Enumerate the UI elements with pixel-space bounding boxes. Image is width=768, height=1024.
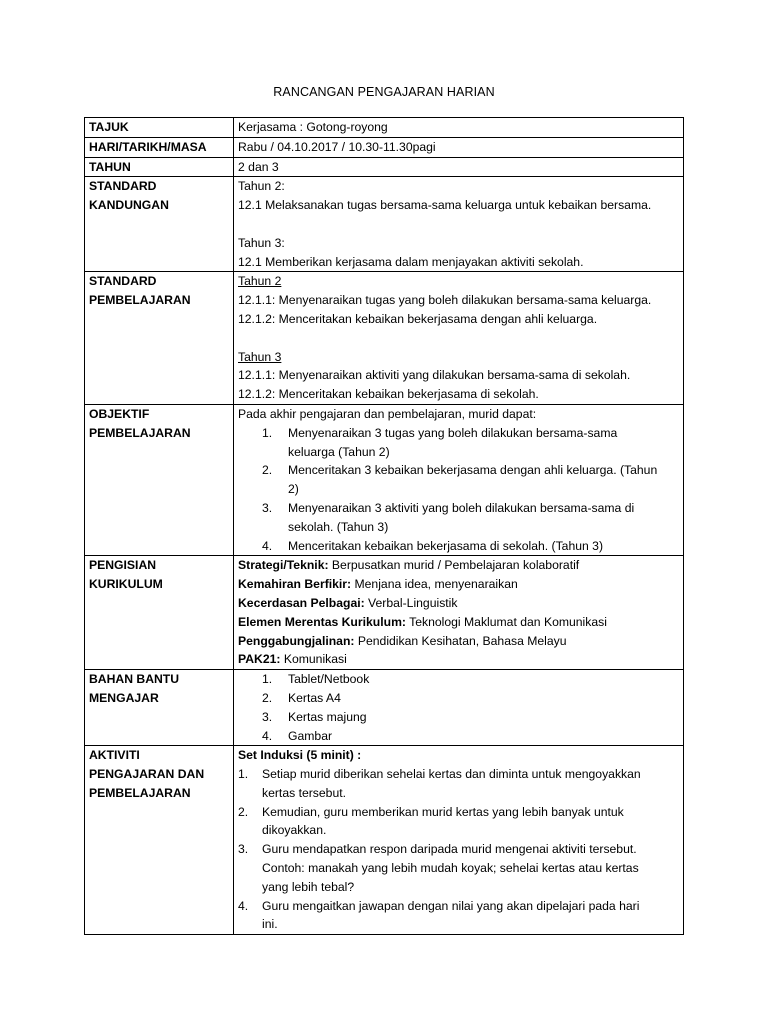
item-text: Menceritakan kebaikan bekerjasama di sekolah. (Tahun 3) xyxy=(288,538,604,553)
list-item xyxy=(238,727,679,746)
list-item xyxy=(238,803,679,841)
label-objektif-pembelajaran xyxy=(85,404,234,555)
label-bahan-bantu-mengajar xyxy=(85,670,234,746)
value-standard-pembelajaran xyxy=(234,272,684,405)
label-line: OBJEKTIF xyxy=(89,406,150,421)
item-key: Strategi/Teknik: xyxy=(238,558,329,573)
label-line: PENGAJARAN DAN xyxy=(89,767,205,782)
item-text: Contoh: manakah yang lebih mudah koyak; sehelai kertas atau kertas xyxy=(262,861,639,876)
item-text: Setiap murid diberikan sehelai kertas dan diminta untuk mengoyakkan xyxy=(262,767,641,782)
label-line: PEMBELAJARAN xyxy=(89,785,191,800)
item-text: Guru mengaitkan jawapan dengan nilai yang akan dipelajari pada hari xyxy=(262,898,640,913)
value-pengisian-kurikulum xyxy=(234,556,684,670)
pengisian-item xyxy=(238,594,679,613)
item-number: 2. xyxy=(262,690,273,705)
tahun-2-standard: 12.1 Melaksanakan tugas bersama-sama keluarga untuk kebaikan bersama. xyxy=(238,198,652,213)
label-hari-tarikh-masa: HARI/TARIKH/MASA xyxy=(85,137,234,157)
pengisian-item xyxy=(238,632,679,651)
item-number: 3. xyxy=(262,709,273,724)
item-number: 2. xyxy=(262,463,273,478)
value-tahun: 2 dan 3 xyxy=(234,157,684,177)
bahan-list xyxy=(238,670,679,745)
item-value: Verbal-Linguistik xyxy=(364,595,458,610)
pengisian-item xyxy=(238,556,679,575)
set-induksi-heading: Set Induksi (5 minit) : xyxy=(238,748,362,763)
label-standard-pembelajaran xyxy=(85,272,234,405)
value-objektif-pembelajaran xyxy=(234,404,684,555)
list-item xyxy=(238,840,679,896)
item-value: Pendidikan Kesihatan, Bahasa Melayu xyxy=(354,633,567,648)
list-item xyxy=(238,424,679,462)
item-text: Menyenaraikan 3 tugas yang boleh dilakukan bersama-sama xyxy=(288,425,618,440)
item-text: Menceritakan 3 kebaikan bekerjasama dengan ahli keluarga. (Tahun xyxy=(288,463,658,478)
tahun-2-heading: Tahun 2 xyxy=(238,274,282,289)
tahun-3-standard: 12.1 Memberikan kerjasama dalam menjayakan aktiviti sekolah. xyxy=(238,254,584,269)
label-line: AKTIVITI xyxy=(89,748,140,763)
list-item xyxy=(238,499,679,537)
label-tahun: TAHUN xyxy=(85,157,234,177)
item-text: keluarga (Tahun 2) xyxy=(288,444,390,459)
document-title: RANCANGAN PENGAJARAN HARIAN xyxy=(273,85,495,99)
item-text: Menyenaraikan 3 aktiviti yang boleh dilakukan bersama-sama di xyxy=(288,500,635,515)
item-number: 4. xyxy=(262,538,273,553)
item-key: Kecerdasan Pelbagai: xyxy=(238,595,365,610)
aktiviti-list xyxy=(238,765,679,934)
item-number: 4. xyxy=(238,898,249,913)
item-text: Kertas A4 xyxy=(288,690,341,705)
item-text: Kemudian, guru memberikan murid kertas yang lebih banyak untuk xyxy=(262,804,624,819)
item-text: 2) xyxy=(288,482,299,497)
value-hari-tarikh-masa: Rabu / 04.10.2017 / 10.30-11.30pagi xyxy=(234,137,684,157)
tahun-3-heading: Tahun 3 xyxy=(238,349,282,364)
pengisian-item xyxy=(238,613,679,632)
label-line: KANDUNGAN xyxy=(89,198,169,213)
item-text: Tablet/Netbook xyxy=(288,672,370,687)
label-line: PEMBELAJARAN xyxy=(89,425,191,440)
item-text: dikoyakkan. xyxy=(262,823,327,838)
row-pengisian-kurikulum xyxy=(85,556,684,670)
tahun-2-heading: Tahun 2: xyxy=(238,179,285,194)
item-text: Gambar xyxy=(288,728,333,743)
item-text: kertas tersebut. xyxy=(262,785,346,800)
list-item xyxy=(238,461,679,499)
label-line: STANDARD xyxy=(89,179,157,194)
objektif-list xyxy=(238,424,679,556)
item-number: 1. xyxy=(238,767,249,782)
label-line: MENGAJAR xyxy=(89,690,159,705)
label-standard-kandungan xyxy=(85,177,234,272)
row-objektif-pembelajaran xyxy=(85,404,684,555)
label-tajuk: TAJUK xyxy=(85,118,234,138)
objektif-intro: Pada akhir pengajaran dan pembelajaran, murid dapat: xyxy=(238,406,537,421)
item-text: sekolah. (Tahun 3) xyxy=(288,519,389,534)
row-tahun xyxy=(85,157,684,177)
item-number: 2. xyxy=(238,804,249,819)
item-key: Elemen Merentas Kurikulum: xyxy=(238,614,406,629)
sp-item: 12.1.2: Menceritakan kebaikan bekerjasama di sekolah. xyxy=(238,387,539,402)
list-item xyxy=(238,670,679,689)
value-aktiviti xyxy=(234,746,684,935)
item-key: Penggabungjalinan: xyxy=(238,633,355,648)
label-line: KURIKULUM xyxy=(89,577,163,592)
sp-item: 12.1.1: Menyenaraikan aktiviti yang dilakukan bersama-sama di sekolah. xyxy=(238,368,631,383)
label-line: BAHAN BANTU xyxy=(89,672,180,687)
spacer xyxy=(238,329,679,348)
value-bahan-bantu-mengajar xyxy=(234,670,684,746)
label-line: PENGISIAN xyxy=(89,558,157,573)
item-value: Komunikasi xyxy=(280,652,347,667)
label-line: STANDARD xyxy=(89,274,157,289)
item-text: Guru mendapatkan respon daripada murid mengenai aktiviti tersebut. xyxy=(262,842,637,857)
label-aktiviti xyxy=(85,746,234,935)
item-text: yang lebih tebal? xyxy=(262,879,355,894)
list-item xyxy=(238,689,679,708)
pengisian-item xyxy=(238,650,679,669)
item-text: ini. xyxy=(262,917,278,932)
row-standard-pembelajaran xyxy=(85,272,684,405)
item-number: 3. xyxy=(238,842,249,857)
row-bahan-bantu-mengajar xyxy=(85,670,684,746)
item-number: 4. xyxy=(262,728,273,743)
value-standard-kandungan xyxy=(234,177,684,272)
sp-item: 12.1.2: Menceritakan kebaikan bekerjasama dengan ahli keluarga. xyxy=(238,311,598,326)
row-hari-tarikh-masa xyxy=(85,137,684,157)
value-tajuk: Kerjasama : Gotong-royong xyxy=(234,118,684,138)
label-pengisian-kurikulum xyxy=(85,556,234,670)
item-value: Teknologi Maklumat dan Komunikasi xyxy=(405,614,607,629)
list-item xyxy=(238,708,679,727)
spacer xyxy=(238,215,679,234)
item-value: Berpusatkan murid / Pembelajaran kolaboratif xyxy=(328,558,580,573)
item-key: PAK21: xyxy=(238,652,281,667)
label-line: PEMBELAJARAN xyxy=(89,293,191,308)
list-item xyxy=(238,897,679,935)
item-text: Kertas majung xyxy=(288,709,367,724)
list-item xyxy=(238,765,679,803)
item-key: Kemahiran Berfikir: xyxy=(238,577,352,592)
row-standard-kandungan xyxy=(85,177,684,272)
tahun-3-heading: Tahun 3: xyxy=(238,235,285,250)
row-aktiviti xyxy=(85,746,684,935)
item-value: Menjana idea, menyenaraikan xyxy=(351,577,518,592)
row-tajuk xyxy=(85,118,684,138)
item-number: 1. xyxy=(262,672,273,687)
lesson-plan-table xyxy=(84,117,684,935)
list-item xyxy=(238,537,679,556)
pengisian-item xyxy=(238,575,679,594)
sp-item: 12.1.1: Menyenaraikan tugas yang boleh dilakukan bersama-sama keluarga. xyxy=(238,293,652,308)
item-number: 3. xyxy=(262,500,273,515)
item-number: 1. xyxy=(262,425,273,440)
